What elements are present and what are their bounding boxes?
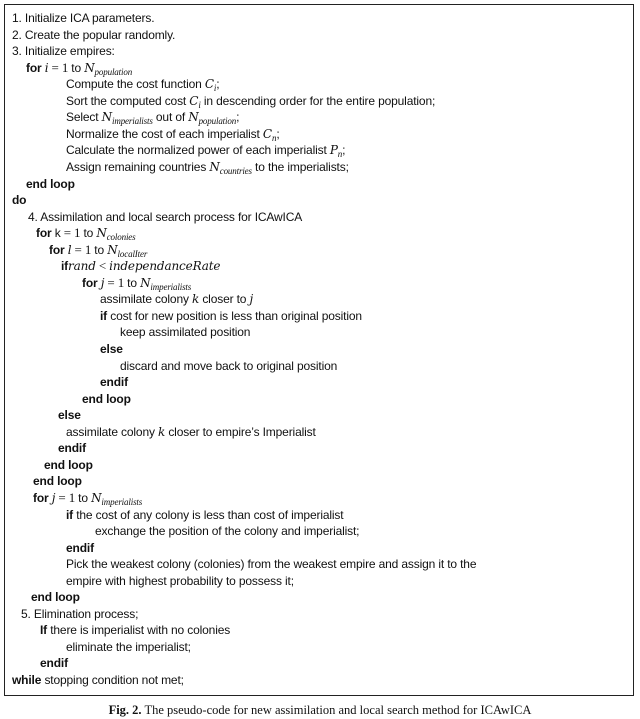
math-symbol: N	[91, 490, 102, 505]
code-text: exchange the position of the colony and imperialist;	[95, 524, 360, 539]
code-line	[33, 473, 82, 489]
code-text: 5. Elimination process;	[21, 606, 139, 621]
math-subscript: localIter	[117, 248, 148, 259]
code-line	[12, 10, 154, 26]
keyword: for	[36, 226, 55, 241]
code-line	[21, 606, 138, 622]
code-line	[100, 291, 253, 307]
code-line	[26, 60, 132, 76]
code-line	[36, 225, 136, 241]
code-line	[40, 622, 230, 638]
code-text: 2. Create the popular randomly.	[12, 27, 176, 42]
code-line	[12, 672, 184, 688]
code-text: cost for new position is less than original position	[107, 308, 362, 323]
code-line	[40, 655, 68, 671]
math-operator: = 1	[104, 274, 128, 290]
math-subscript: i	[198, 99, 201, 110]
math-subscript: population	[198, 116, 237, 127]
code-line	[66, 109, 239, 125]
math-operator: = 1	[55, 489, 79, 505]
keyword: if	[66, 507, 74, 522]
code-text: assimilate colony	[100, 292, 193, 307]
code-line	[82, 391, 131, 407]
code-line	[100, 308, 362, 324]
code-text: Select	[66, 110, 102, 125]
keyword: end loop	[33, 474, 82, 489]
math-symbol: independanceRate	[109, 259, 221, 274]
math-subscript: imperialists	[112, 116, 153, 127]
code-text: discard and move back to original position	[120, 358, 338, 373]
keyword: endif	[66, 540, 94, 555]
keyword: else	[100, 342, 123, 356]
math-symbol: j	[51, 490, 56, 505]
code-text: assimilate colony	[66, 424, 159, 439]
code-text: ;	[236, 110, 240, 125]
math-subscript: n	[271, 132, 277, 143]
code-text: eliminate the imperialist;	[66, 639, 191, 654]
code-line	[82, 275, 191, 291]
code-text: to	[94, 242, 108, 257]
keyword: endif	[58, 441, 86, 456]
code-line	[100, 341, 123, 357]
code-text: 3. Initialize empires:	[12, 44, 115, 59]
keyword: if	[61, 259, 69, 274]
math-symbol: j	[249, 292, 254, 307]
keyword: do	[12, 193, 27, 208]
math-symbol: N	[101, 110, 112, 125]
code-line	[44, 457, 93, 473]
keyword: If	[40, 623, 48, 638]
code-text: Sort the computed cost	[66, 93, 190, 108]
keyword: end loop	[82, 391, 131, 406]
code-text: Compute the cost function	[66, 77, 205, 92]
keyword: endif	[100, 375, 128, 390]
code-line	[120, 324, 250, 340]
math-symbol: C	[204, 77, 214, 92]
math-symbol: N	[209, 159, 220, 174]
code-line	[66, 142, 345, 158]
code-line	[49, 242, 147, 258]
code-text: Pick the weakest colony (colonies) from the weakest empire and assign it to the	[66, 557, 477, 572]
keyword: end loop	[44, 457, 93, 472]
keyword: else	[58, 408, 81, 423]
code-text: ;	[276, 126, 280, 141]
code-text: to	[71, 60, 85, 75]
math-subscript: imperialists	[101, 496, 143, 507]
code-line	[33, 490, 142, 506]
code-text: there is imperialist with no colonies	[47, 623, 231, 638]
code-text: empire with highest probability to possess it;	[66, 573, 294, 588]
keyword: if	[100, 308, 108, 323]
keyword: for	[82, 275, 101, 290]
code-text: ;	[342, 143, 346, 158]
code-line	[66, 573, 294, 589]
keyword: for	[49, 242, 68, 257]
math-symbol: j	[100, 275, 105, 290]
code-line	[58, 440, 86, 456]
math-symbol: rand	[68, 259, 96, 274]
code-line	[66, 126, 280, 142]
math-symbol: N	[84, 60, 95, 75]
keyword: end loop	[26, 176, 75, 191]
code-text: closer to empire’s Imperialist	[165, 424, 316, 439]
math-subscript: population	[94, 66, 133, 77]
figure-label: Fig. 2.	[108, 703, 142, 717]
code-line	[66, 159, 349, 175]
math-subscript: i	[213, 83, 217, 94]
math-symbol: k	[158, 424, 166, 439]
code-line	[26, 176, 75, 192]
code-line	[66, 93, 435, 109]
code-text: in descending order for the entire population;	[200, 93, 436, 108]
code-line	[66, 424, 316, 440]
keyword: for	[26, 60, 45, 75]
math-operator: = 1	[71, 241, 95, 257]
math-subscript: colonies	[106, 232, 136, 243]
math-symbol: i	[44, 60, 49, 75]
code-line	[66, 556, 476, 572]
code-text: Assign remaining countries	[66, 159, 210, 174]
code-text: to	[83, 226, 97, 241]
math-symbol: N	[96, 226, 107, 241]
math-operator: = 1	[60, 225, 84, 241]
code-line	[58, 407, 81, 423]
code-line	[66, 507, 343, 523]
math-symbol: l	[67, 242, 72, 257]
figure-caption	[0, 703, 640, 718]
code-text: k	[54, 226, 61, 241]
code-text: 4. Assimilation and local search process for ICAwICA	[28, 209, 303, 224]
math-symbol: C	[262, 126, 272, 141]
code-line	[95, 523, 359, 539]
math-symbol: k	[192, 292, 200, 307]
caption-text: The pseudo-code for new assimilation and local search method for ICAwICA	[141, 703, 532, 717]
code-line	[66, 639, 191, 655]
math-subscript: n	[337, 149, 343, 160]
code-text: out of	[152, 110, 189, 125]
code-line	[12, 27, 175, 43]
math-subscript: imperialists	[150, 281, 192, 292]
code-line	[12, 43, 115, 59]
code-text: 1. Initialize ICA parameters.	[12, 11, 155, 25]
math-symbol: N	[107, 242, 118, 257]
code-text: closer to	[199, 292, 250, 307]
code-line	[31, 589, 80, 605]
math-symbol: C	[189, 93, 199, 108]
math-subscript: countries	[219, 165, 252, 176]
code-text: to	[127, 275, 141, 290]
math-operator: = 1	[48, 59, 72, 75]
code-text: to	[78, 490, 92, 505]
code-text: Normalize the cost of each imperialist	[66, 126, 263, 141]
code-line	[61, 258, 220, 274]
keyword: for	[33, 490, 52, 505]
math-symbol: N	[140, 275, 151, 290]
code-text: keep assimilated position	[120, 325, 251, 340]
code-line	[66, 540, 94, 556]
math-symbol: P	[329, 143, 338, 158]
code-text: Calculate the normalized power of each imperialist	[66, 143, 330, 158]
math-operator: <	[95, 258, 110, 274]
code-text: to the imperialists;	[251, 159, 349, 174]
code-line	[12, 192, 26, 208]
code-line	[100, 374, 128, 390]
code-line	[28, 209, 302, 225]
code-text: stopping condition not met;	[41, 673, 184, 687]
math-symbol: N	[188, 110, 199, 125]
code-line	[66, 76, 219, 92]
keyword: endif	[40, 656, 68, 671]
code-text: ;	[216, 77, 220, 92]
code-text: the cost of any colony is less than cost of imperialist	[73, 507, 344, 522]
keyword: end loop	[31, 590, 80, 605]
keyword: while	[12, 673, 42, 687]
code-line	[120, 358, 337, 374]
